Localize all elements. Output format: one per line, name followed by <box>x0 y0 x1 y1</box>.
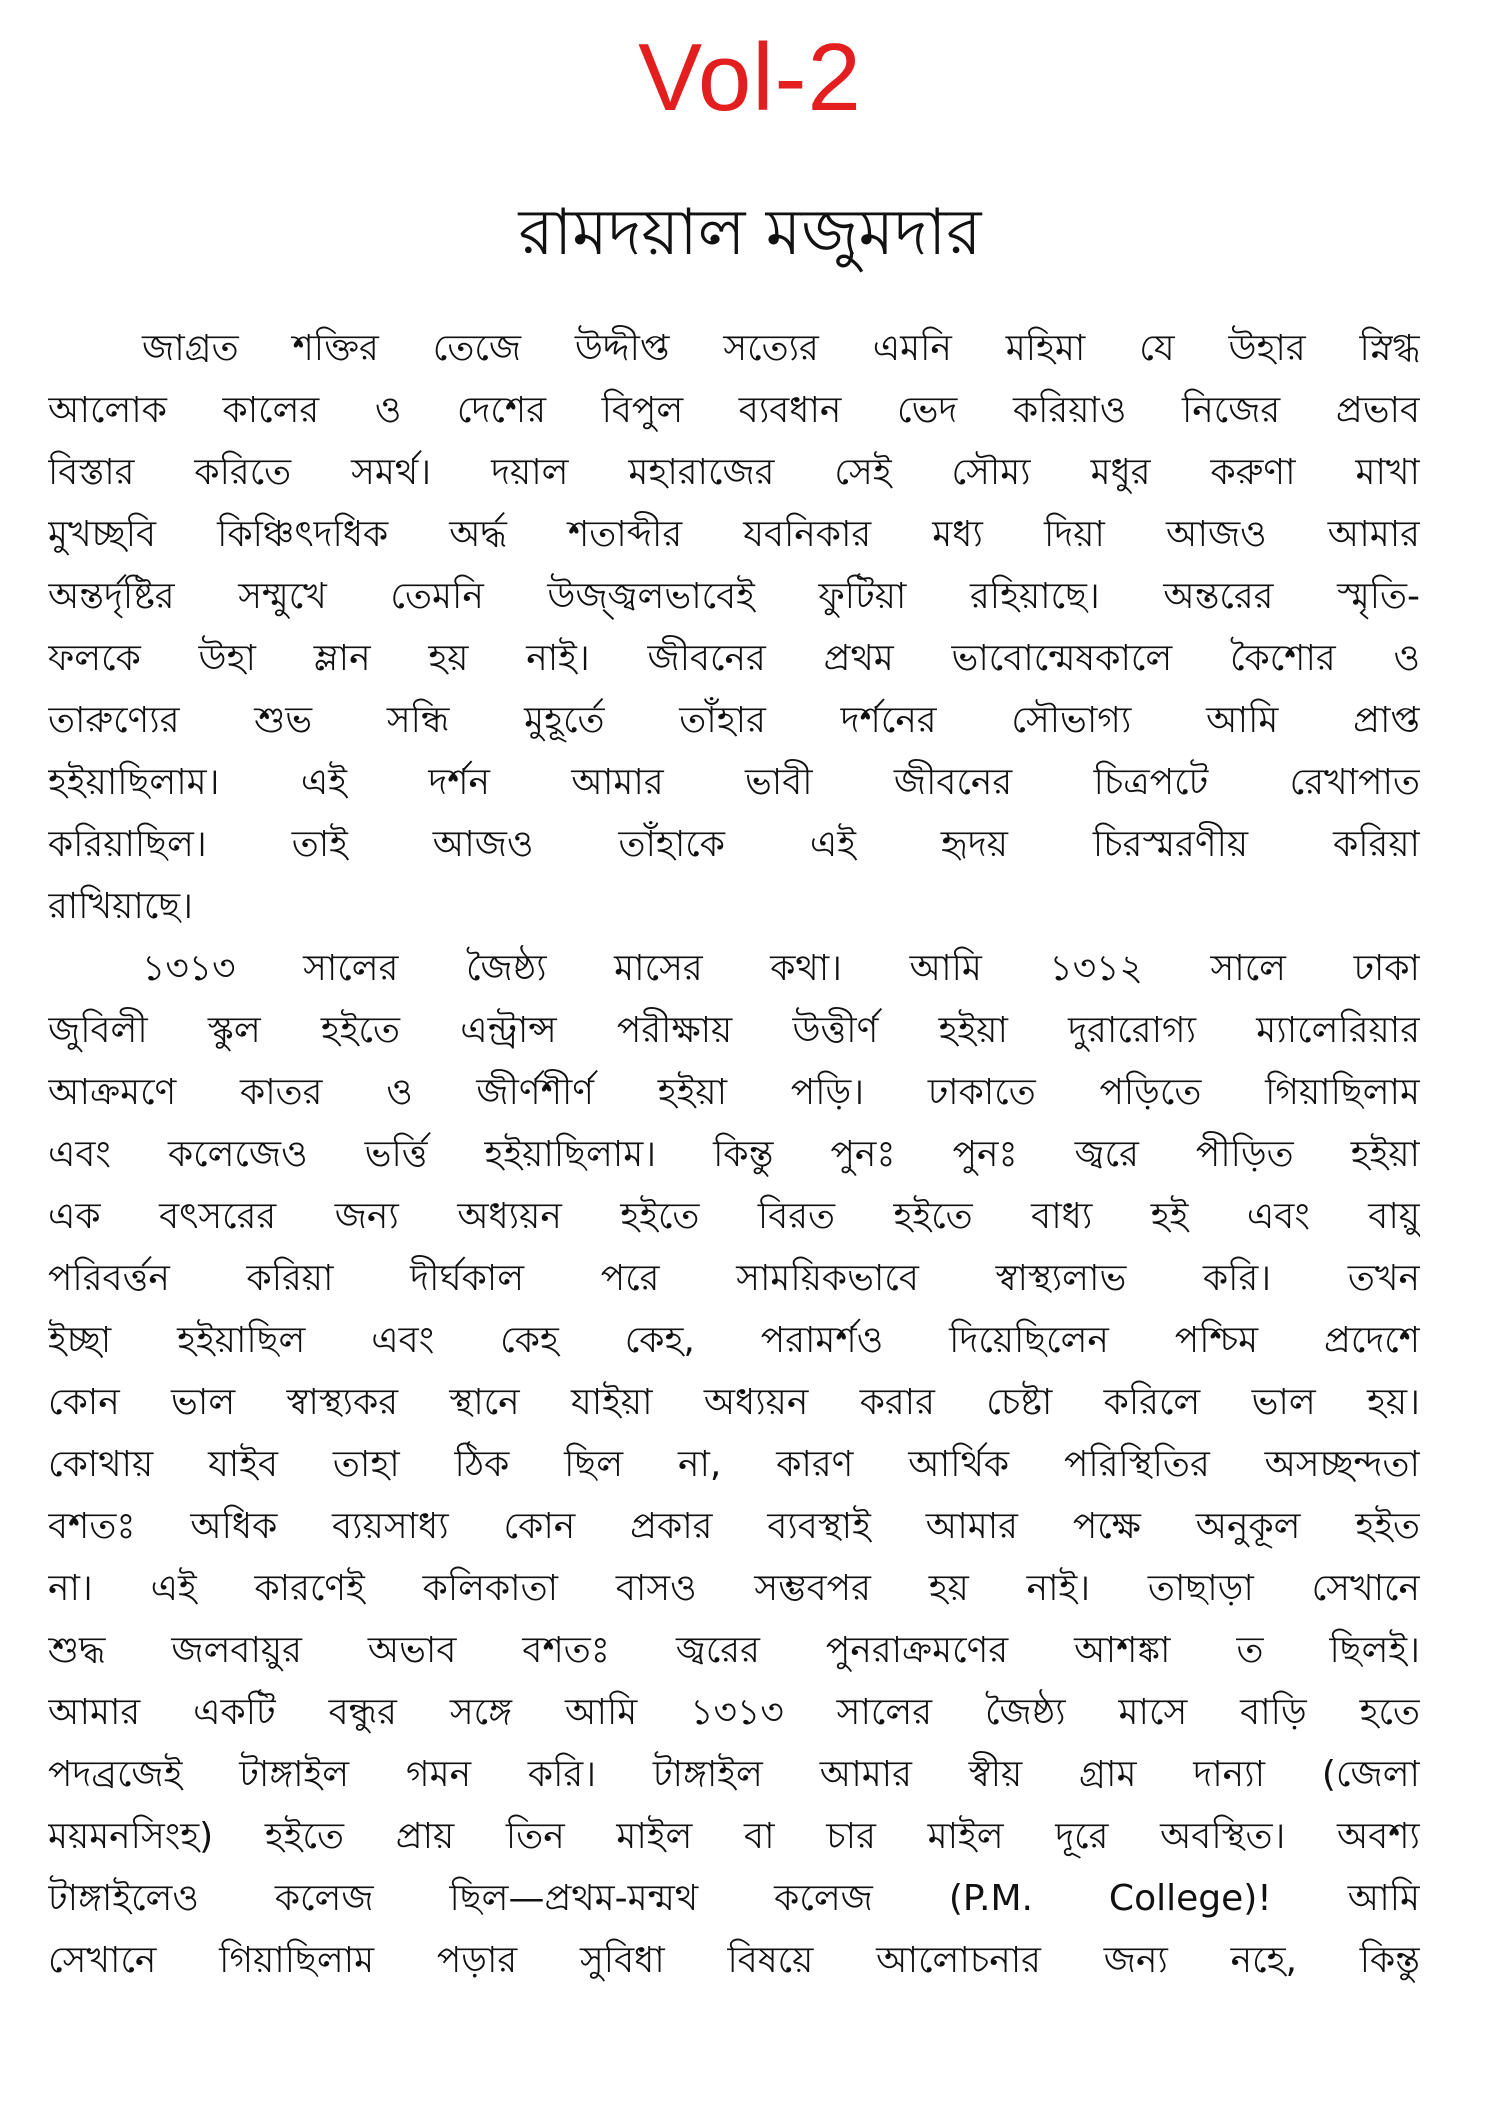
text-line: টাঙ্গাইলেও কলেজ ছিল—প্রথম-মন্মথ কলেজ (P.M. College)! আমি <box>48 1878 1420 1919</box>
text-line: মুখচ্ছবি কিঞ্চিৎদধিক অর্দ্ধ শতাব্দীর যবনিকার মধ্য দিয়া আজও আমার <box>48 514 1420 555</box>
body-text <box>48 318 1420 1992</box>
text-line: এক বৎসরের জন্য অধ্যয়ন হইতে বিরত হইতে বাধ্য হই এবং বায়ু <box>48 1196 1420 1237</box>
text-line: জুবিলী স্কুল হইতে এন্ট্রান্স পরীক্ষায় উত্তীর্ণ হইয়া দুরারোগ্য ম্যালেরিয়ার <box>48 1010 1420 1051</box>
text-line: শুদ্ধ জলবায়ুর অভাব বশতঃ জ্বরের পুনরাক্রমণের আশঙ্কা ত ছিলই। <box>48 1630 1420 1671</box>
text-line: ১৩১৩ সালের জৈষ্ঠ্য মাসের কথা। আমি ১৩১২ সালে ঢাকা <box>142 948 1420 989</box>
text-line: হইয়াছিলাম। এই দর্শন আমার ভাবী জীবনের চিত্রপটে রেখাপাত <box>48 762 1420 803</box>
text-line: তারুণ্যের শুভ সন্ধি মুহূর্তে তাঁহার দর্শনের সৌভাগ্য আমি প্রাপ্ত <box>48 700 1420 741</box>
text-line: বশতঃ অধিক ব্যয়সাধ্য কোন প্রকার ব্যবস্থাই আমার পক্ষে অনুকূল হইত <box>48 1506 1420 1547</box>
text-line: আমার একটি বন্ধুর সঙ্গে আমি ১৩১৩ সালের জৈষ্ঠ্য মাসে বাড়ি হতে <box>48 1692 1420 1733</box>
text-line: অন্তর্দৃষ্টির সম্মুখে তেমনি উজ্জ্বলভাবেই ফুটিয়া রহিয়াছে। অন্তরের স্মৃতি- <box>48 576 1420 617</box>
text-line: রাখিয়াছে। <box>48 886 193 927</box>
text-line: ফলকে উহা ম্লান হয় নাই। জীবনের প্রথম ভাবোন্মেষকালে কৈশোর ও <box>48 638 1420 679</box>
page-title: রামদয়াল মজুমদার <box>518 196 982 270</box>
text-line: এবং কলেজেও ভর্ত্তি হইয়াছিলাম। কিন্তু পুনঃ পুনঃ জ্বরে পীড়িত হইয়া <box>48 1134 1420 1175</box>
text-line: পদব্রজেই টাঙ্গাইল গমন করি। টাঙ্গাইল আমার স্বীয় গ্রাম দান্যা (জেলা <box>48 1754 1420 1795</box>
text-line: করিয়াছিল। তাই আজও তাঁহাকে এই হৃদয় চিরস্মরণীয় করিয়া <box>48 824 1420 865</box>
text-line: আলোক কালের ও দেশের বিপুল ব্যবধান ভেদ করিয়াও নিজের প্রভাব <box>48 390 1420 431</box>
text-line: বিস্তার করিতে সমর্থ। দয়াল মহারাজের সেই সৌম্য মধুর করুণা মাখা <box>48 452 1420 493</box>
text-line: জাগ্রত শক্তির তেজে উদ্দীপ্ত সত্যের এমনি মহিমা যে উহার স্নিগ্ধ <box>142 328 1420 369</box>
volume-label: Vol-2 <box>638 24 862 131</box>
text-line: কোথায় যাইব তাহা ঠিক ছিল না, কারণ আর্থিক পরিস্থিতির অসচ্ছন্দতা <box>48 1444 1420 1485</box>
text-line: না। এই কারণেই কলিকাতা বাসও সম্ভবপর হয় নাই। তাছাড়া সেখানে <box>48 1568 1420 1609</box>
text-line: ইচ্ছা হইয়াছিল এবং কেহ কেহ, পরামর্শও দিয়েছিলেন পশ্চিম প্রদেশে <box>48 1320 1420 1361</box>
text-line: পরিবর্ত্তন করিয়া দীর্ঘকাল পরে সাময়িকভাবে স্বাস্থ্যলাভ করি। তখন <box>48 1258 1420 1299</box>
text-line: আক্রমণে কাতর ও জীর্ণশীর্ণ হইয়া পড়ি। ঢাকাতে পড়িতে গিয়াছিলাম <box>48 1072 1420 1113</box>
text-line: সেখানে গিয়াছিলাম পড়ার সুবিধা বিষয়ে আলোচনার জন্য নহে, কিন্তু <box>48 1940 1420 1981</box>
text-line: কোন ভাল স্বাস্থ্যকর স্থানে যাইয়া অধ্যয়ন করার চেষ্টা করিলে ভাল হয়। <box>48 1382 1420 1423</box>
text-line: ময়মনসিংহ) হইতে প্রায় তিন মাইল বা চার মাইল দূরে অবস্থিত। অবশ্য <box>48 1816 1420 1857</box>
